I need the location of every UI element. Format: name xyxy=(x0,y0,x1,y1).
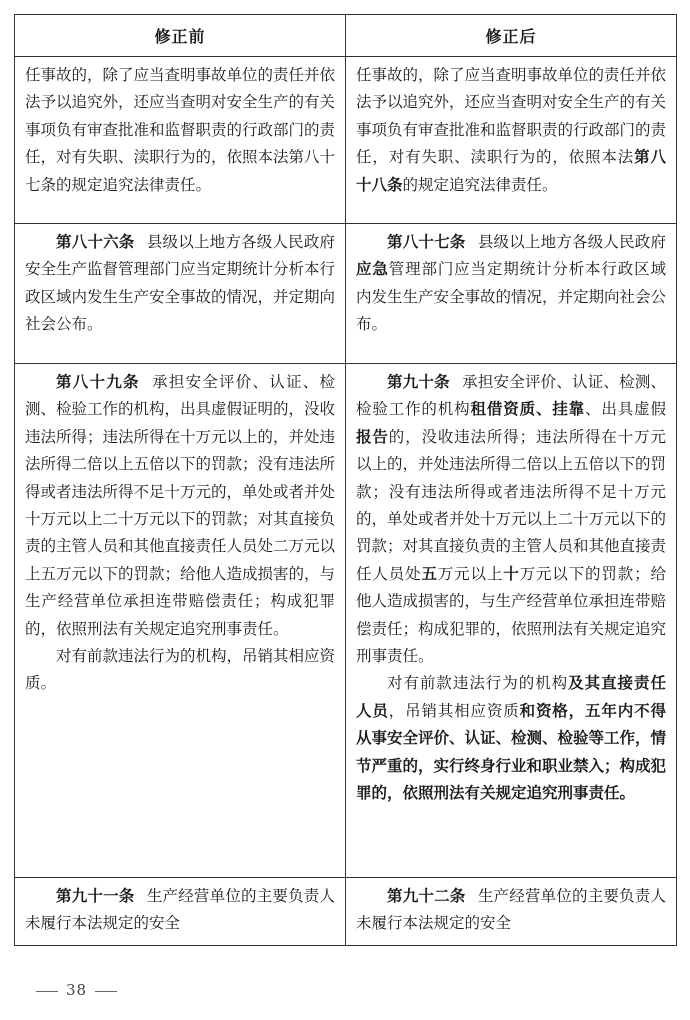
cell-after xyxy=(346,224,677,364)
clause-text xyxy=(25,229,335,339)
amended-text: 应急 xyxy=(356,260,389,279)
text-segment: 生产经营单位的主要负责人未履行本法规定的安全 xyxy=(25,887,335,933)
text-segment: 县级以上地方各级人民政府安全生产监督管理部门应当定期统计分析本行政区域内发生生产安全事故的情况，并定期向社会公布。 xyxy=(25,233,336,334)
amended-text: 租借资质、挂靠 xyxy=(470,400,586,419)
page-footer xyxy=(28,981,125,999)
article-number: 第八十九条 xyxy=(56,373,140,391)
text-segment: 承担安全评价、认证、检测、检验工作的机构 xyxy=(356,373,666,419)
text-segment: 县级以上地方各级人民政府 xyxy=(477,233,666,251)
amended-text: 第八十八条 xyxy=(356,148,666,194)
amended-text: 十 xyxy=(503,564,520,583)
text-segment: 的，没收违法所得；违法所得在十万元以上的，并处违法所得二倍以上五倍以下的罚款；没有违法所得或者违法所得不足十万元的，单处或者并处十万元以上二十万元以下的罚款；对其直接负责的主管人员和其他直接责任人员处 xyxy=(356,427,667,583)
comparison-table xyxy=(14,14,677,946)
header-after: 修正后 xyxy=(346,15,677,57)
cell-before xyxy=(15,364,346,878)
amended-text: 五 xyxy=(421,564,438,583)
footer-dash-left xyxy=(36,991,58,992)
clause-text xyxy=(356,229,666,339)
clause-paragraph-2 xyxy=(356,670,666,807)
text-segment: 万元以下的罚款；给他人造成损害的，与生产经营单位承担连带赔偿责任；构成犯罪的，依照刑法有关规定追究刑事责任。 xyxy=(356,564,667,666)
article-number: 第八十七条 xyxy=(387,233,466,251)
clause-text xyxy=(356,62,666,199)
amended-text: 报告 xyxy=(356,427,389,446)
text-segment: 的规定追究法律责任。 xyxy=(402,175,558,194)
clause-text xyxy=(356,369,666,670)
text-segment: ，吊销其相应资质 xyxy=(388,701,520,720)
article-number: 第八十六条 xyxy=(56,233,135,251)
table-row xyxy=(15,57,677,224)
table-row xyxy=(15,878,677,946)
text-segment: 万元以上 xyxy=(437,564,504,583)
amended-text: 和资格，五年内不得从事安全评价、认证、检测、检验等工作，情节严重的，实行终身行业和职业禁入；构成犯罪的，依照刑法有关规定追究刑事责任。 xyxy=(356,701,667,803)
text-segment: 生产经营单位的主要负责人未履行本法规定的安全 xyxy=(356,887,666,933)
cell-after xyxy=(346,878,677,946)
article-number: 第九十条 xyxy=(387,373,450,391)
cell-after xyxy=(346,57,677,224)
cell-before xyxy=(15,878,346,946)
cell-after xyxy=(346,364,677,878)
page-number: 38 xyxy=(66,981,88,999)
header-before: 修正前 xyxy=(15,15,346,57)
article-number: 第九十一条 xyxy=(56,887,135,905)
footer-dash-right xyxy=(95,991,117,992)
article-number: 第九十二条 xyxy=(387,887,466,905)
cell-before xyxy=(15,57,346,224)
table-row xyxy=(15,224,677,364)
text-segment: 对有前款违法行为的机构 xyxy=(387,674,569,693)
cell-before xyxy=(15,224,346,364)
text-segment: 、出具虚假 xyxy=(585,400,666,419)
amended-text: 及其直接责任人员 xyxy=(356,674,666,720)
clause-paragraph-2: 对有前款违法行为的机构，吊销其相应资质。 xyxy=(25,647,336,693)
text-segment: 任事故的，除了应当查明事故单位的责任并依法予以追究外，还应当查明对安全生产的有关事项负有审查批准和监督职责的行政部门的责任，对有失职、渎职行为的，依照本法 xyxy=(356,66,667,167)
clause-text xyxy=(25,369,335,643)
text-segment: 承担安全评价、认证、检测、检验工作的机构，出具虚假证明的，没收违法所得；违法所得在十万元以上的，并处违法所得二倍以上五倍以下的罚款；没有违法所得或者违法所得不足十万元的，单处或者并处十万元以上二十万元以下的罚款；对其直接负责的主管人员和其他直接责任人员处二万元以上五万元以下的罚款；给他人造成损害的，与生产经营单位承担连带赔偿责任；构成犯罪的，依照刑法有关规定追究刑事责任。 xyxy=(25,373,336,638)
clause-text: 任事故的，除了应当查明事故单位的责任并依法予以追究外，还应当查明对安全生产的有关事项负有审查批准和监督职责的行政部门的责任，对有失职、渎职行为的，依照本法第八十七条的规定追究法律责任。 xyxy=(25,66,336,194)
table-header-row xyxy=(15,15,677,57)
clause-text xyxy=(25,883,335,938)
clause-text xyxy=(356,883,666,938)
table-row xyxy=(15,364,677,878)
text-segment: 管理部门应当定期统计分析本行政区域内发生生产安全事故的情况，并定期向社会公布。 xyxy=(356,260,667,334)
